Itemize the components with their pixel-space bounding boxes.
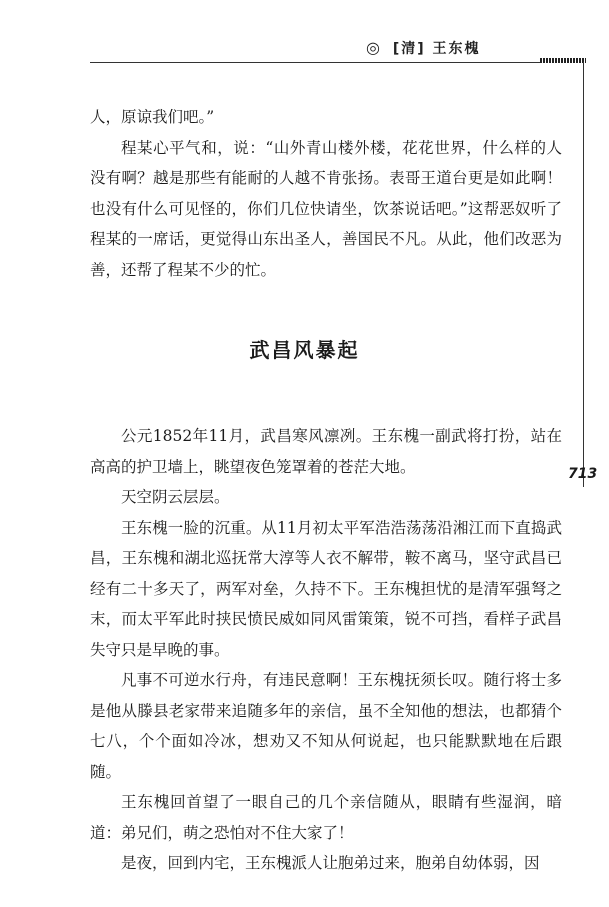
paragraph: 人，原谅我们吧。” xyxy=(90,108,215,126)
paragraph: 天空阴云层层。 xyxy=(121,488,230,506)
paragraph: 公元1852年11月，武昌寒风凛冽。王东槐一副武将打扮，站在高高的护卫墙上，眺望夜色笼罩着的苍茫大地。 xyxy=(90,427,562,476)
margin-rule xyxy=(583,62,584,487)
paragraph: 王东槐回首望了一眼自己的几个亲信随从，眼睛有些湿润，暗道：弟兄们，萌之恐怕对不住大家了！ xyxy=(90,793,562,842)
header-bar xyxy=(540,58,586,63)
circle-mark-icon: ◎ xyxy=(366,38,382,57)
running-header xyxy=(366,38,481,58)
paragraph: 王东槐一脸的沉重。从11月初太平军浩浩荡荡沿湘江而下直捣武昌，王东槐和湖北巡抚常大淳等人衣不解带，鞍不离马，坚守武昌已经有二十多天了，两军对垒，久持不下。王东槐担忧的是清军强弩之末，而太平军此时挟民愤民威如同风雷策策，锐不可挡，看样子武昌失守只是早晚的事。 xyxy=(90,518,562,659)
paragraph: 是夜，回到内宅，王东槐派人让胞弟过来，胞弟自幼体弱，因 xyxy=(121,854,540,872)
page-number: 713 xyxy=(568,466,598,482)
body-text-top xyxy=(90,102,562,285)
running-header-text: [清] 王东槐 xyxy=(392,41,481,57)
header-rule xyxy=(90,62,583,63)
paragraph: 程某心平气和，说：“山外青山楼外楼，花花世界，什么样的人没有啊？越是那些有能耐的人越不肯张扬。表哥王道台更是如此啊！也没有什么可见怪的，你们几位快请坐，饮茶说话吧。”这帮恶奴听了程某的一席话，更觉得山东出圣人，善国民不凡。从此，他们改恶为善，还帮了程某不少的忙。 xyxy=(90,138,562,279)
section-title: 武昌风暴起 xyxy=(249,338,360,362)
paragraph: 凡事不可逆水行舟，有违民意啊！王东槐抚须长叹。随行将士多是他从滕县老家带来追随多年的亲信，虽不全知他的想法，也都猜个七八，个个面如冷冰，想劝又不知从何说起，也只能默默地在后跟随。 xyxy=(90,671,562,781)
body-text-bottom xyxy=(90,421,562,879)
